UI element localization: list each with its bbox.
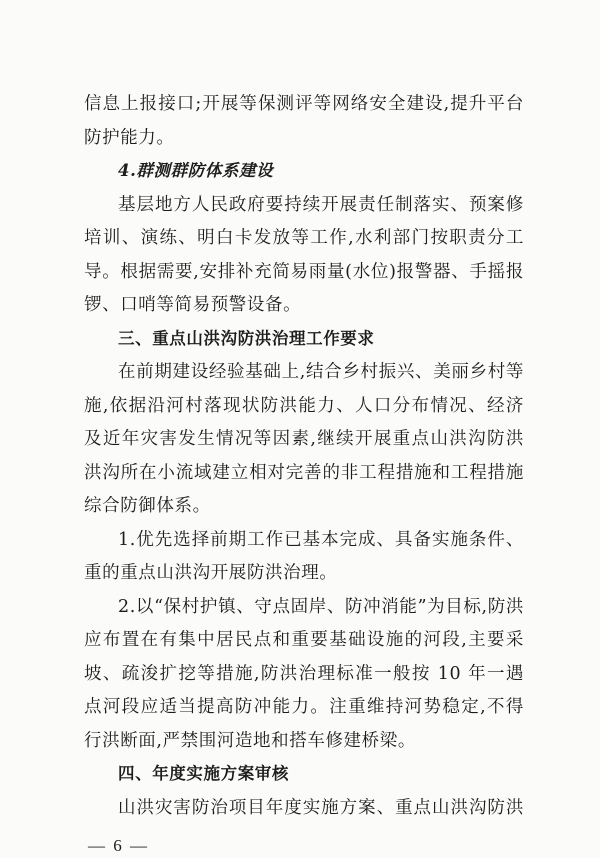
paragraph-line: 洪沟所在小流域建立相对完善的非工程措施和工程措施 [84, 463, 524, 483]
paragraph-line: 行洪断面,严禁围河造地和搭车修建桥梁。 [84, 731, 416, 751]
section-heading: 4.群测群防体系建设 [118, 161, 274, 180]
paragraph-line: 信息上报接口;开展等保测评等网络安全建设,提升平台 [84, 94, 524, 114]
paragraph-line: 在前期建设经验基础上,结合乡村振兴、美丽乡村等 [118, 362, 524, 382]
paragraph-line: 导。根据需要,安排补充简易雨量(水位)报警器、手摇报 [84, 262, 524, 282]
paragraph-line: 1.优先选择前期工作已基本完成、具备实施条件、 [118, 530, 524, 550]
paragraph-line: 坡、疏浚扩挖等措施,防洪治理标准一般按 10 年一遇 [84, 664, 524, 684]
paragraph-line: 重的重点山洪沟开展防洪治理。 [84, 563, 338, 583]
paragraph-line: 综合防御体系。 [84, 496, 211, 516]
paragraph-line: 培训、演练、明白卡发放等工作,水利部门按职责分工 [84, 228, 524, 248]
paragraph-line: 点河段应适当提高防冲能力。注重维持河势稳定,不得 [84, 697, 524, 717]
section-heading: 四、年度实施方案审核 [118, 764, 289, 783]
paragraph-line: 锣、口哨等简易预警设备。 [84, 295, 302, 315]
paragraph-line: 2.以“保村护镇、守点固岸、防冲消能”为目标,防洪 [118, 597, 524, 617]
paragraph-line: 应布置在有集中居民点和重要基础设施的河段,主要采 [84, 630, 524, 650]
page-number: — 6 — [88, 836, 149, 855]
paragraph-line: 防护能力。 [84, 128, 175, 148]
paragraph-line: 基层地方人民政府要持续开展责任制落实、预案修 [118, 195, 524, 215]
section-heading: 三、重点山洪沟防洪治理工作要求 [118, 329, 375, 348]
paragraph-line: 及近年灾害发生情况等因素,继续开展重点山洪沟防洪 [84, 429, 524, 449]
paragraph-line: 山洪灾害防治项目年度实施方案、重点山洪沟防洪 [118, 798, 524, 818]
paragraph-line: 施,依据沿河村落现状防洪能力、人口分布情况、经济 [84, 396, 524, 416]
